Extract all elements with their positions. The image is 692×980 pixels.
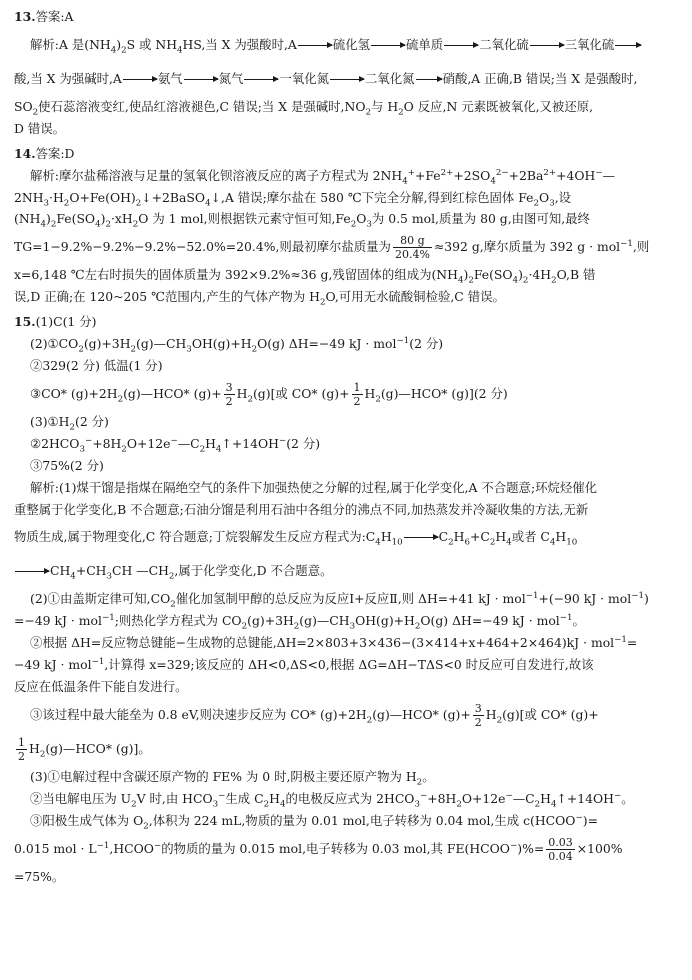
reaction-arrow	[404, 520, 438, 554]
q14-number: 14.	[14, 145, 36, 161]
reaction-arrow	[298, 28, 332, 62]
q15-explain-4: $CH_4+CH_3CH$ $—CH_2$,属于化学变化,D 不合题意。	[14, 554, 678, 588]
fraction: $\frac{3}{2}$	[225, 380, 233, 408]
q14-line-1: 解析:摩尔盐稀溶液与足量的氢氧化钡溶液反应的离子方程式为 $2NH_4^++Fe^{2+}+2SO_4^{2-}+2Ba^{2+}+4OH^-—$	[30, 167, 616, 187]
q13-line-4: D 错误。	[14, 120, 66, 136]
q14-line-6: 误,D 正确;在 120~205 ℃范围内,产生的气体产物为 $H_2O$,可用无水硫酸铜检验,C 错误。	[14, 289, 505, 308]
q15-explain-16: =75%。	[14, 868, 65, 884]
q15-explain-2: 重整属于化学变化,B 不合题意;石油分馏是利用石油中各组分的沸点不同,加热蒸发并冷凝收集的方法,无新	[14, 501, 589, 517]
reaction-arrow	[444, 28, 478, 62]
q15-explain-14: ③阳极生成气体为 $O_2$,体积为 224 mL,物质的量为 0.01 mol,电子转移为 0.04 mol,生成 c(HCOO−)=	[30, 812, 598, 832]
q15-part-3-3: ③75%(2 分)	[30, 457, 104, 473]
q15-explain-3: 物质生成,属于物理变化,C 符合题意;丁烷裂解发生反应方程式为$:C_4H_{10}$ $C_2H_6+C_2H_4$或者 $C_4H_{10}$	[14, 520, 678, 554]
q15-explain-11: $\frac{1}{2}$ $H_2(g)—HCO*$ (g)]。	[18, 735, 151, 763]
q15-explain-9: 反应在低温条件下能自发进行。	[14, 679, 188, 695]
q14-line-2: $2NH_3\cdot H_2O+Fe(OH)_2↓+2BaSO_4↓,A$ 错误;摩尔盐在 580 ℃下完全分解,得到红棕色固体 $Fe_2O_3$,设	[14, 189, 572, 208]
q13-answer: 13.答案:A	[14, 9, 74, 24]
q15-explain-8: −49 kJ · mol$^{-1}$,计算得 x=329;该反应的 ΔH<0,ΔS<0,根据 ΔG=ΔH−TΔS<0 时反应可自发进行,故该	[14, 657, 594, 673]
q15-explain-6: =−49 kJ · mol$^{-1}$;则热化学方程式为 $CO_2(g)+3H_2(g)—CH_3OH(g)+H_2O(g)$ ΔH=−49 kJ · mol$^{-1}$。	[14, 613, 585, 632]
q15-part-1: 15.(1)C(1 分)	[14, 314, 97, 330]
q13-line-2: 酸,当 X 为强碱时,A 氨气 氮气 一氧化氮 二氧化氮 硝酸,A 正确,B 错误;当 X 是强酸时,	[14, 62, 678, 96]
fraction: $\frac{3}{2}$	[474, 701, 482, 729]
q13-line-3: $SO_2$使石蕊溶液变红,使品红溶液褪色,C 错误;当 X 是强碱时$,NO_2$与 $H_2O$ 反应,N 元素既被氧化,又被还原,	[14, 98, 594, 118]
q15-part-2-2: ②329(2 分) 低温(1 分)	[30, 357, 163, 373]
q13-line-1: 解析:A 是$(NH_4)_2S$ 或 $NH_4HS$,当 X 为强酸时,A 硫化氢 硫单质 二氧化硫 三氧化硫	[14, 28, 678, 62]
q14-line-3: $(NH_4)_2Fe(SO_4)_2\cdot xH_2O$ 为 1 mol,则根据铁元素守恒可知$,Fe_2O_3$为 0.5 mol,质量为 80 g,由图可知,最终	[14, 211, 590, 230]
fraction: $\frac{0.03}{0.04}$	[548, 835, 573, 863]
q15-explain-5: (2)①由盖斯定律可知$,CO_2$催化加氢制甲醇的总反应为反应Ⅰ+反应Ⅱ,则 ΔH=+41 kJ · mol$^{-1}$+(−90 kJ · mol$^{-1}$)	[30, 591, 649, 610]
reaction-arrow	[416, 62, 442, 96]
reaction-arrow	[123, 62, 157, 96]
q15-explain-7: ②根据 ΔH=反应物总键能−生成物的总键能,ΔH=2×803+3×436−(3×414+x+464+2×464)kJ · mol$^{-1}$=	[30, 635, 638, 651]
fraction: $\frac{80 g}{20.4\%}$	[394, 234, 430, 262]
q15-explain-13: ②当电解电压为 $U_2V$ 时,由 $HCO_3^-$生成 $C_2H_4$的电极反应式为 $2HCO_3^-+8H_2O+12e^-—C_2H_4↑+14OH^-$。	[30, 790, 634, 810]
reaction-arrow	[15, 554, 49, 588]
q15-explain-12: (3)①电解过程中含碳还原产物的 FE% 为 0 时,阴极主要还原产物为 $H_2$。	[30, 768, 435, 788]
q15-explain-1: 解析:(1)煤干馏是指煤在隔绝空气的条件下加强热使之分解的过程,属于化学变化,A 不合题意;环烷烃催化	[30, 479, 598, 495]
q14-answer: 14.答案:D	[14, 145, 75, 161]
reaction-arrow	[371, 28, 405, 62]
q14-line-5: x=6,148 ℃左右时损失的固体质量为 392×9.2%≈36 g,残留固体的组成为$(NH_4)_2Fe(SO_4)_2\cdot 4H_2O,B$ 错	[14, 267, 596, 286]
q15-part-3-1: $(3)①H_2(2$ 分)	[30, 413, 109, 433]
q15-number: 15.	[14, 314, 36, 330]
reaction-arrow	[530, 28, 564, 62]
reaction-arrow	[330, 62, 364, 96]
q15-part-2-3: ③CO* $(g)+2H_2(g)—HCO*$ (g)+ $\frac{3}{2}$ $H_2(g)$[或 CO* (g)+ $\frac{1}{2}$ $H_2(g)—HCO*$ (g)](2 分)	[30, 380, 508, 408]
q15-part-2-1: $(2)①CO_2(g)+3H_2(g)—CH_3OH(g)+H_2O(g)$ ΔH=−49 kJ · mol$^{-1}$(2 分)	[30, 335, 444, 355]
q15-part-3-2: $②2HCO_3^-+8H_2O+12e^-—C_2H_4↑+14OH^-(2$ 分)	[30, 435, 321, 455]
fraction: $\frac{1}{2}$	[353, 380, 361, 408]
q14-line-4: TG=1−9.2%−9.2%−9.2%−52.0%=20.4%,则最初摩尔盐质量为 $\frac{80 g}{20.4\%}$ ≈392 g,摩尔质量为 392 g · mol$^{-1}$,则	[14, 234, 650, 262]
reaction-arrow	[615, 28, 641, 62]
q15-explain-10: ③该过程中最大能垒为 0.8 eV,则决速步反应为 CO* $(g)+2H_2(g)—HCO*$ (g)+ $\frac{3}{2}$ $H_2(g)$[或 CO* (g)+	[30, 701, 599, 729]
reaction-arrow	[184, 62, 218, 96]
q15-explain-15: 0.015 mol · $L^{-1},HCOO^-$的物质的量为 0.015 mol,电子转移为 0.03 mol,其 FE(HCOO−)%= $\frac{0.03}{0.04}$ ×100%	[14, 835, 623, 863]
fraction: $\frac{1}{2}$	[18, 735, 25, 763]
q13-number: 13.	[14, 9, 36, 24]
reaction-arrow	[244, 62, 278, 96]
